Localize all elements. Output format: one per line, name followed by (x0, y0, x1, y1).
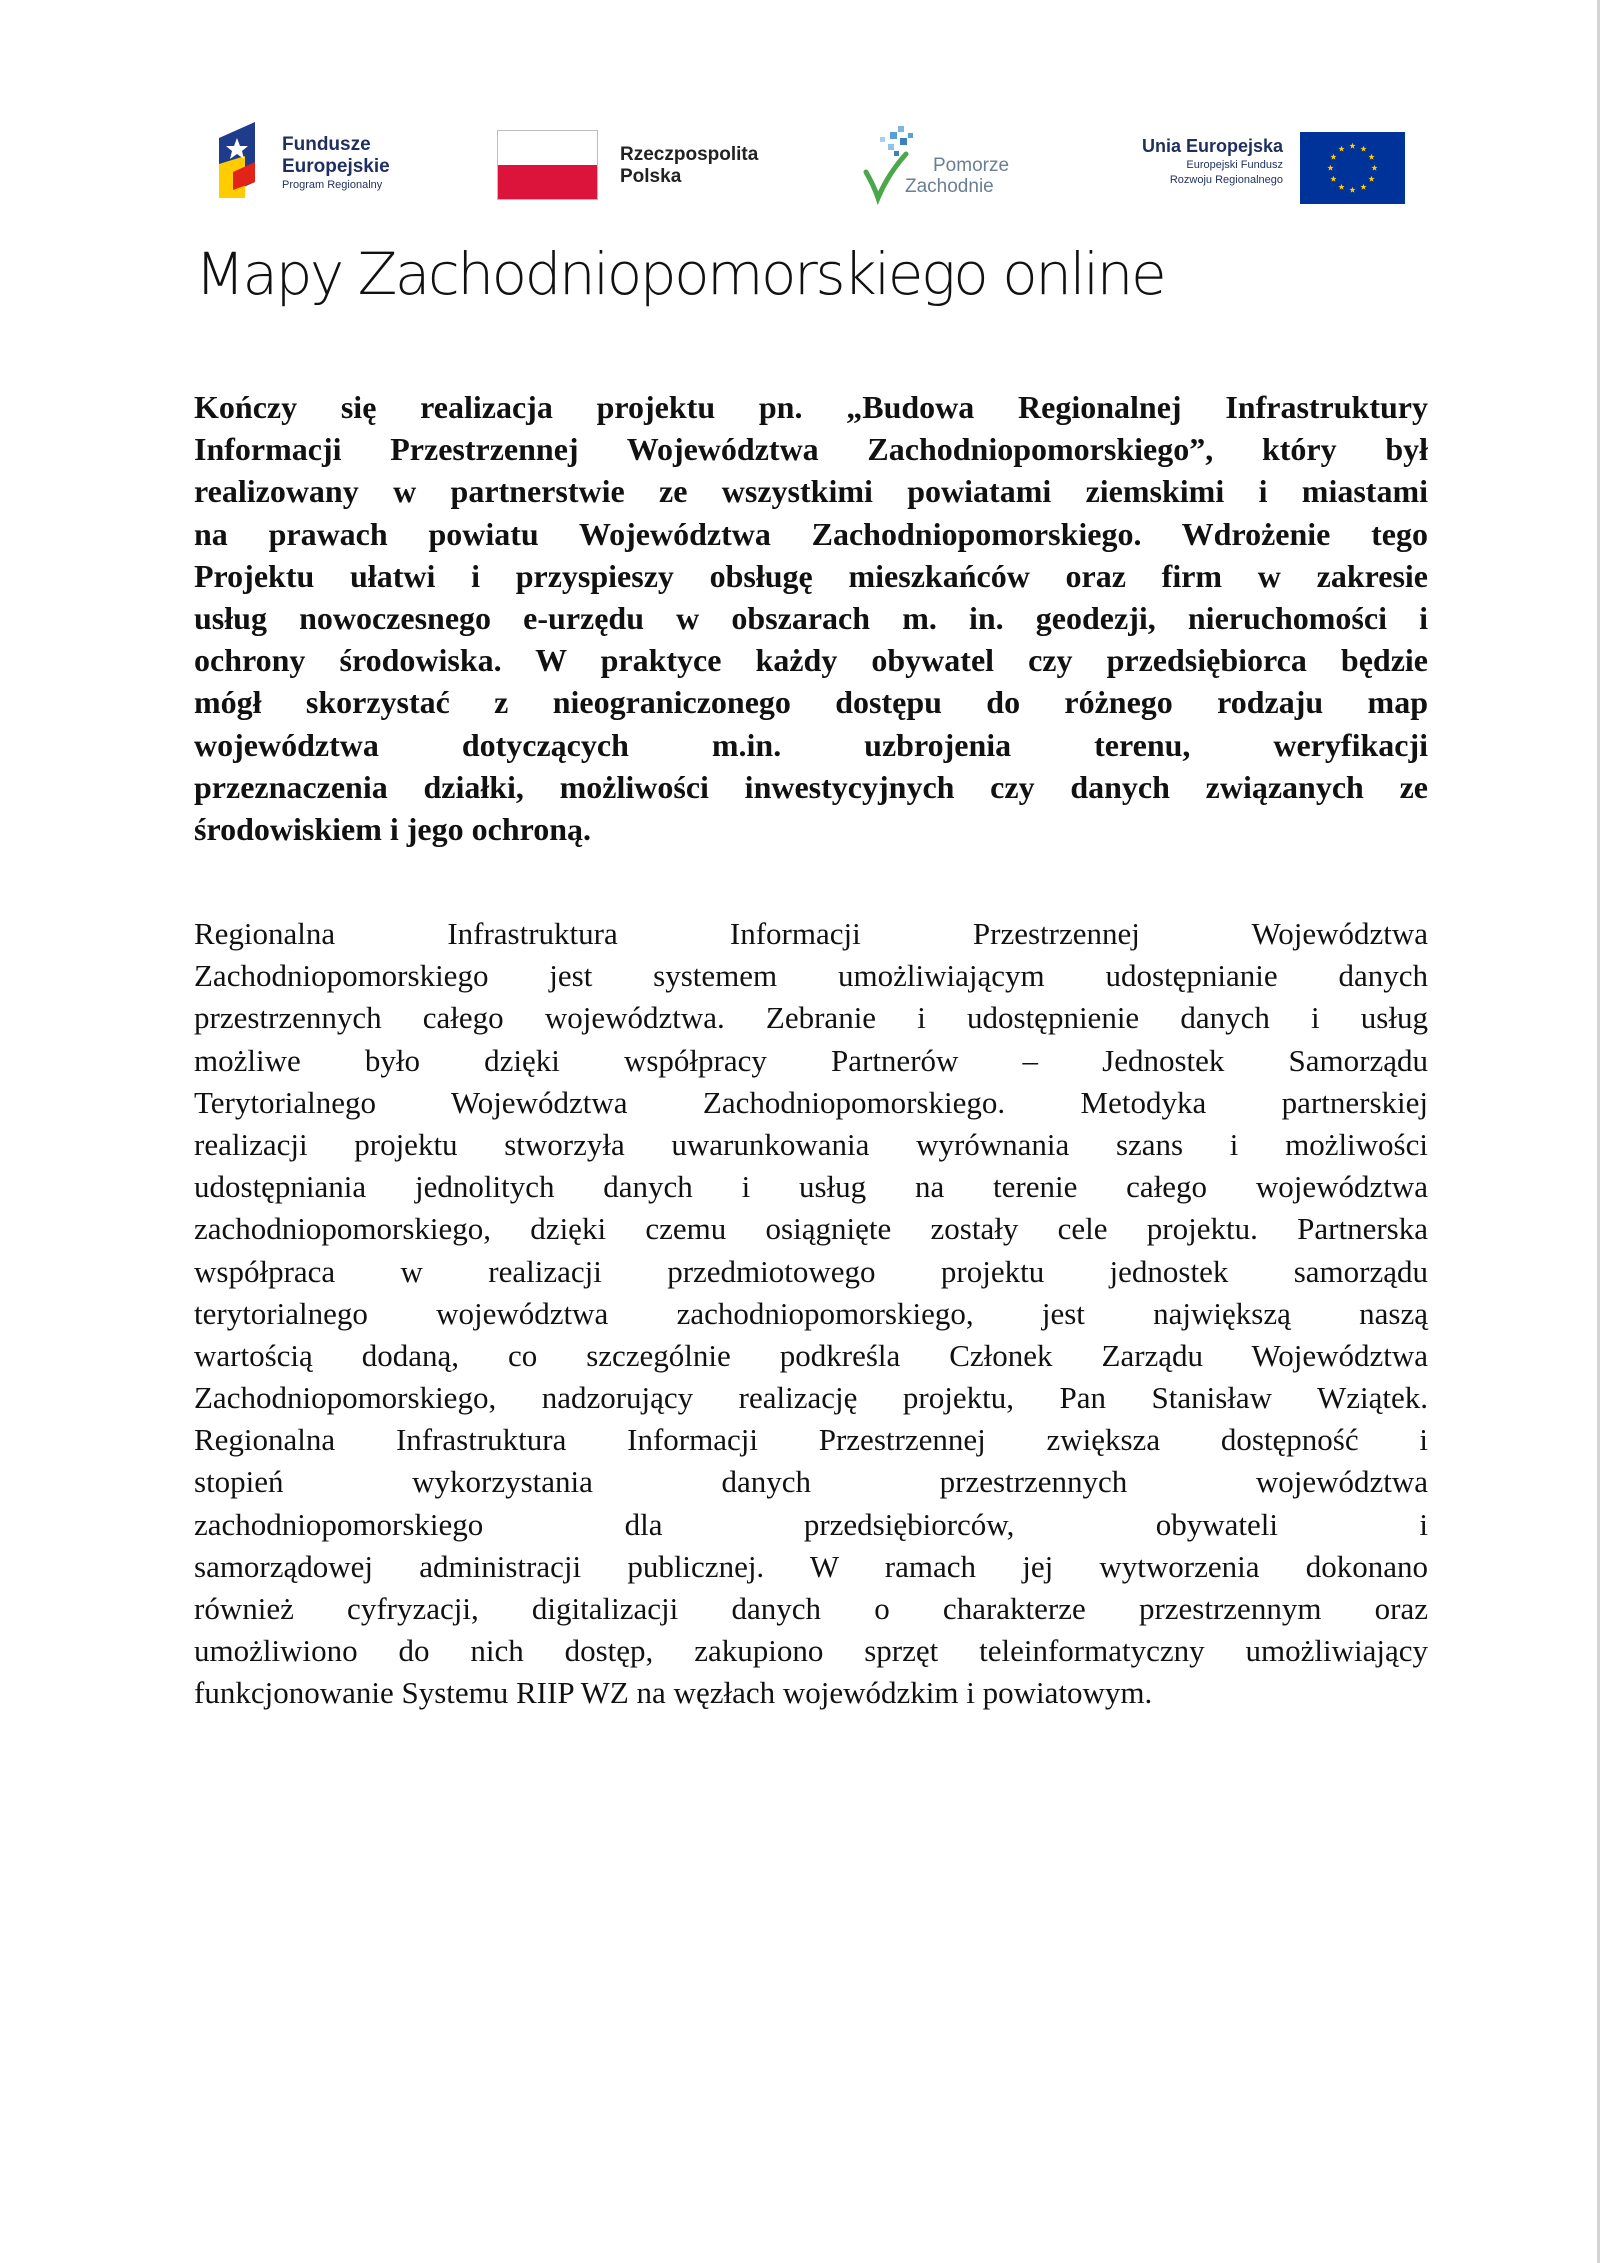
body-line: również cyfryzacji, digitalizacji danych o charakterze przestrzennym oraz (194, 1591, 1428, 1626)
body-line: udostępniania jednolitych danych i usług na terenie całego województwa (194, 1169, 1428, 1205)
unia-line1: Unia Europejska (1141, 136, 1283, 156)
body-line: Terytorialnego Województwa Zachodniopomorskiego. Metodyka partnerskiej (194, 1084, 1428, 1120)
body-line: Zachodniopomorskiego jest systemem umożliwiającym udostępnianie danych (194, 958, 1428, 994)
lead-paragraph (194, 386, 1428, 850)
fundusze-line2: Europejskie (282, 156, 390, 177)
body-line: umożliwiono do nich dostęp, zakupiono sprzęt teleinformatyczny umożliwiający (194, 1633, 1428, 1669)
page-title: Mapy Zachodniopomorskiego online (195, 240, 1165, 308)
body-line: Regionalna Infrastruktura Informacji Przestrzennej zwiększa dostępność i (194, 1422, 1428, 1458)
lead-line: Informacji Przestrzennej Województwa Zachodniopomorskiego”, który był (194, 431, 1428, 468)
body-line: wartością dodaną, co szczególnie podkreśla Członek Zarządu Województwa (194, 1337, 1428, 1373)
body-line: stopień wykorzystania danych przestrzennych województwa (194, 1464, 1428, 1500)
rzeczpospolita-polska-logo (497, 130, 797, 205)
pomorze-line2: Zachodnie (905, 176, 994, 197)
unia-line3: Rozwoju Regionalnego (1169, 174, 1283, 186)
pomorze-line1: Pomorze (933, 155, 1010, 176)
body-paragraph (194, 913, 1428, 1715)
body-line: Zachodniopomorskiego, nadzorujący realizację projektu, Pan Stanisław Wziątek. (194, 1380, 1428, 1416)
fundusze-europejskie-logo (215, 118, 435, 204)
lead-line: usług nowoczesnego e-urzędu w obszarach m. in. geodezji, nieruchomości i (194, 599, 1428, 636)
fundusze-europejskie-mark-icon (215, 120, 269, 200)
rzeczpospolita-line1: Rzeczpospolita (620, 144, 759, 165)
lead-line: przeznaczenia działki, możliwości inwestycyjnych czy danych związanych ze (194, 768, 1428, 805)
lead-line: Kończy się realizacja projektu pn. „Budowa Regionalnej Infrastruktury (194, 389, 1428, 425)
lead-line: na prawach powiatu Województwa Zachodniopomorskiego. Wdrożenie tego (194, 515, 1428, 552)
body-line: zachodniopomorskiego dla przedsiębiorców, obywateli i (194, 1506, 1428, 1542)
lead-line: realizowany w partnerstwie ze wszystkimi powiatami ziemskimi i miastami (194, 473, 1428, 510)
body-line: przestrzennych całego województwa. Zebranie i udostępnienie danych i usług (194, 1000, 1428, 1036)
lead-line: województwa dotyczących m.in. uzbrojenia terenu, weryfikacji (194, 726, 1428, 763)
rzeczpospolita-line2: Polska (620, 166, 682, 187)
body-line: terytorialnego województwa zachodniopomorskiego, jest największą naszą (194, 1295, 1428, 1331)
polish-flag-icon (497, 130, 598, 200)
lead-line: mógł skorzystać z nieograniczonego dostępu do różnego rodzaju map (194, 684, 1428, 721)
body-line: Regionalna Infrastruktura Informacji Przestrzennej Województwa (194, 916, 1428, 951)
body-line: realizacji projektu stworzyła uwarunkowania wyrównania szans i możliwości (194, 1126, 1428, 1162)
pomorze-zachodnie-logo (860, 124, 1035, 209)
eu-flag-icon (1300, 132, 1405, 204)
body-line: zachodniopomorskiego, dzięki czemu osiągnięte zostały cele projektu. Partnerska (194, 1211, 1428, 1247)
lead-line: środowiskiem i jego ochroną. (194, 810, 592, 847)
unia-line2: Europejski Fundusz (1186, 159, 1283, 171)
lead-line: Projektu ułatwi i przyspieszy obsługę mieszkańców oraz firm w zakresie (194, 557, 1428, 594)
unia-europejska-logo (1093, 132, 1405, 206)
body-line: możliwe było dzięki współpracy Partnerów – Jednostek Samorządu (194, 1042, 1428, 1078)
fundusze-line1: Fundusze (282, 134, 371, 155)
lead-line: ochrony środowiska. W praktyce każdy obywatel czy przedsiębiorca będzie (194, 642, 1428, 679)
body-line: współpraca w realizacji przedmiotowego projektu jednostek samorządu (194, 1253, 1428, 1289)
body-line: samorządowej administracji publicznej. W ramach jej wytworzenia dokonano (194, 1548, 1428, 1584)
body-line: funkcjonowanie Systemu RIIP WZ na węzłach wojewódzkim i powiatowym. (194, 1675, 1153, 1711)
fundusze-line3: Program Regionalny (282, 179, 383, 191)
